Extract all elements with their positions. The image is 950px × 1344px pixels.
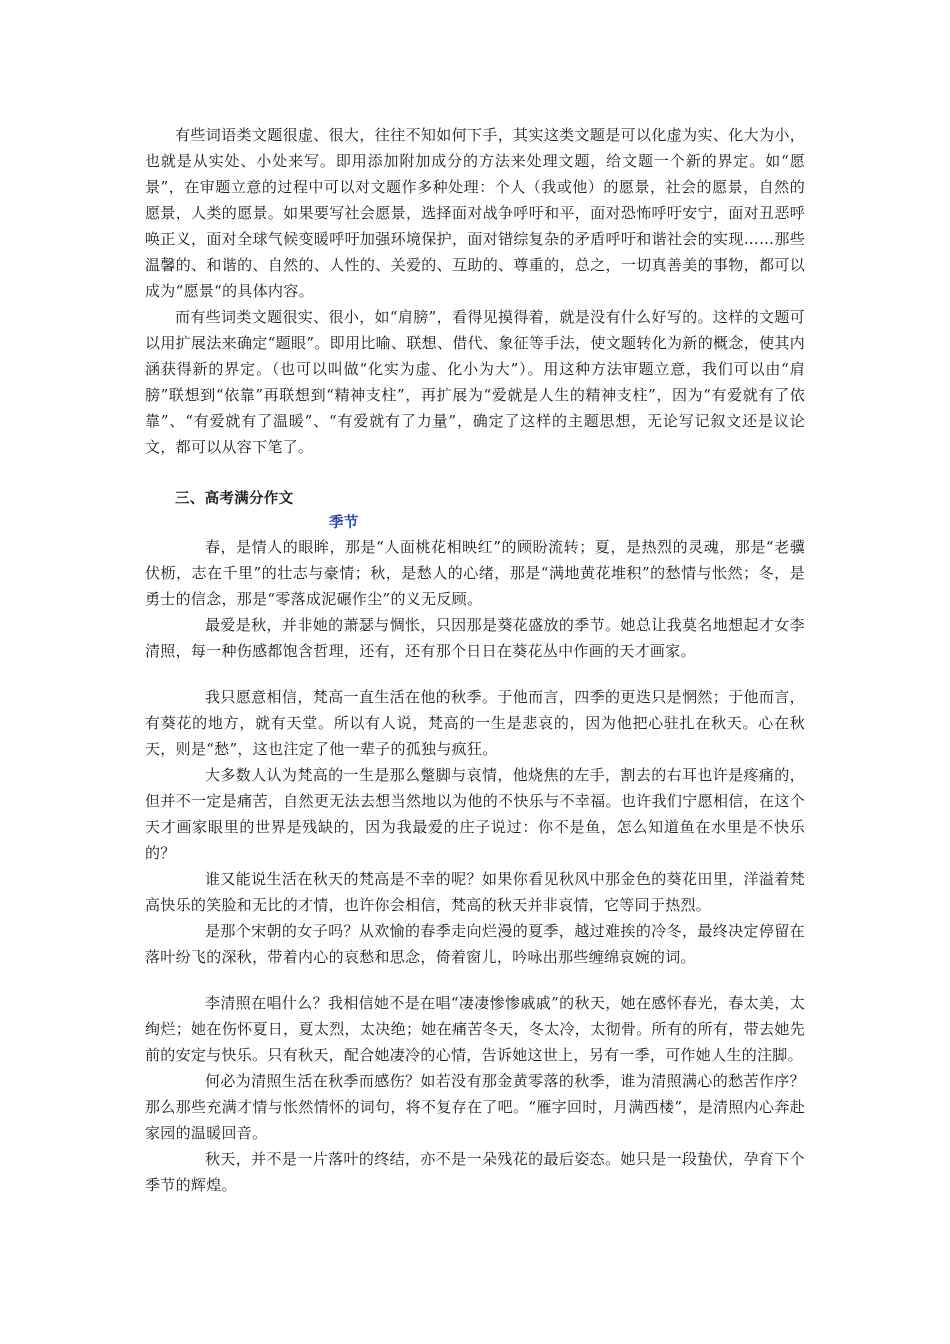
- document-page: [145, 122, 805, 1198]
- spacer: [145, 664, 805, 684]
- essay-title: 季节: [329, 515, 359, 531]
- essay-paragraph-2: 最爱是秋，并非她的萧瑟与惆怅，只因那是葵花盛放的季节。她总让我莫名地想起才女李清照，每一种伤感都饱含哲理，还有，还有那个日日在葵花丛中作画的天才画家。: [145, 616, 805, 660]
- essay-paragraph-6: 是那个宋朝的女子吗？从欢愉的春季走向烂漫的夏季，越过难挨的冷冬，最终决定停留在落叶纷飞的深秋，带着内心的哀愁和思念，倚着窗儿，吟咏出那些缠绵哀婉的词。: [145, 922, 805, 966]
- essay-paragraph-8: 何必为清照生活在秋季而感伤？如若没有那金黄零落的秋季，谁为清照满心的愁苦作序？那么那些充满才情与怅然情怀的词句，将不复存在了吧。“雁字回时，月满西楼”，是清照内心奔赴家园的温暖回音。: [145, 1072, 805, 1142]
- spacer: [145, 970, 805, 990]
- spacer: [145, 460, 805, 486]
- essay-paragraph-1: 春，是情人的眼眸，那是“人面桃花相映红”的顾盼流转；夏，是热烈的灵魂，那是“老骥伏枥，志在千里”的壮志与豪情；秋，是愁人的心绪，那是“满地黄花堆积”的愁情与怅然；冬，是勇士的信念，那是“零落成泥碾作尘”的义无反顾。: [145, 538, 805, 608]
- intro-paragraph-2: 而有些词类文题很实、很小，如“肩膀”，看得见摸得着，就是没有什么好写的。这样的文题可以用扩展法来确定“题眼”。即用比喻、联想、借代、象征等手法，使文题转化为新的概念，使其内涵获得新的界定。（也可以叫做“化实为虚、化小为大”）。用这种方法审题立意，我们可以由“肩膀”联想到“依靠”再联想到“精神支柱”，再扩展为“爱就是人生的精神支柱”，因为“有爱就有了依靠”、“有爱就有了温暖”、“有爱就有了力量”，确定了这样的主题思想，无论写记叙文还是议论文，都可以从容下笔了。: [145, 308, 805, 456]
- essay-paragraph-4: 大多数人认为梵高的一生是那么蹩脚与哀情，他烧焦的左手，割去的右耳也许是疼痛的，但并不一定是痛苦，自然更无法去想当然地以为他的不快乐与不幸福。也许我们宁愿相信，在这个天才画家眼里的世界是残缺的，因为我最爱的庄子说过：你不是鱼，怎么知道鱼在水里是不快乐的？: [145, 766, 805, 862]
- essay-paragraph-5: 谁又能说生活在秋天的梵高是不幸的呢？如果你看见秋风中那金色的葵花田里，洋溢着梵高快乐的笑脸和无比的才情，也许你会相信，梵高的秋天并非哀情，它等同于热烈。: [145, 870, 805, 914]
- essay-paragraph-3: 我只愿意相信，梵高一直生活在他的秋季。于他而言，四季的更迭只是惘然；于他而言，有葵花的地方，就有天堂。所以有人说，梵高的一生是悲哀的，因为他把心驻扎在秋天。心在秋天，则是“愁”，这也注定了他一辈子的孤独与疯狂。: [145, 688, 805, 758]
- intro-paragraph-1: 有些词语类文题很虚、很大，往往不知如何下手，其实这类文题是可以化虚为实、化大为小，也就是从实处、小处来写。即用添加附加成分的方法来处理文题，给文题一个新的界定。如“愿景”，在审题立意的过程中可以对文题作多种处理：个人（我或他）的愿景，社会的愿景，自然的愿景，人类的愿景。如果要写社会愿景，选择面对战争呼吁和平，面对恐怖呼吁安宁，面对丑恶呼唤正义，面对全球气候变暖呼吁加强环境保护，面对错综复杂的矛盾呼吁和谐社会的实现……那些温馨的、和谐的、自然的、人性的、关爱的、互助的、尊重的，总之，一切真善美的事物，都可以成为“愿景“的具体内容。: [145, 126, 805, 300]
- section-heading: 三、高考满分作文: [175, 491, 294, 507]
- essay-paragraph-7: 李清照在唱什么？我相信她不是在唱“凄凄惨惨戚戚”的秋天，她在感怀春光，春太美，太绚烂；她在伤怀夏日，夏太烈，太决绝；她在痛苦冬天，冬太冷，太彻骨。所有的所有，带去她先前的安定与快乐。只有秋天，配合她凄冷的心情，告诉她这世上，另有一季，可作她人生的注脚。: [145, 994, 805, 1064]
- essay-paragraph-9: 秋天，并不是一片落叶的终结，亦不是一朵残花的最后姿态。她只是一段蛰伏，孕育下个季节的辉煌。: [145, 1150, 805, 1194]
